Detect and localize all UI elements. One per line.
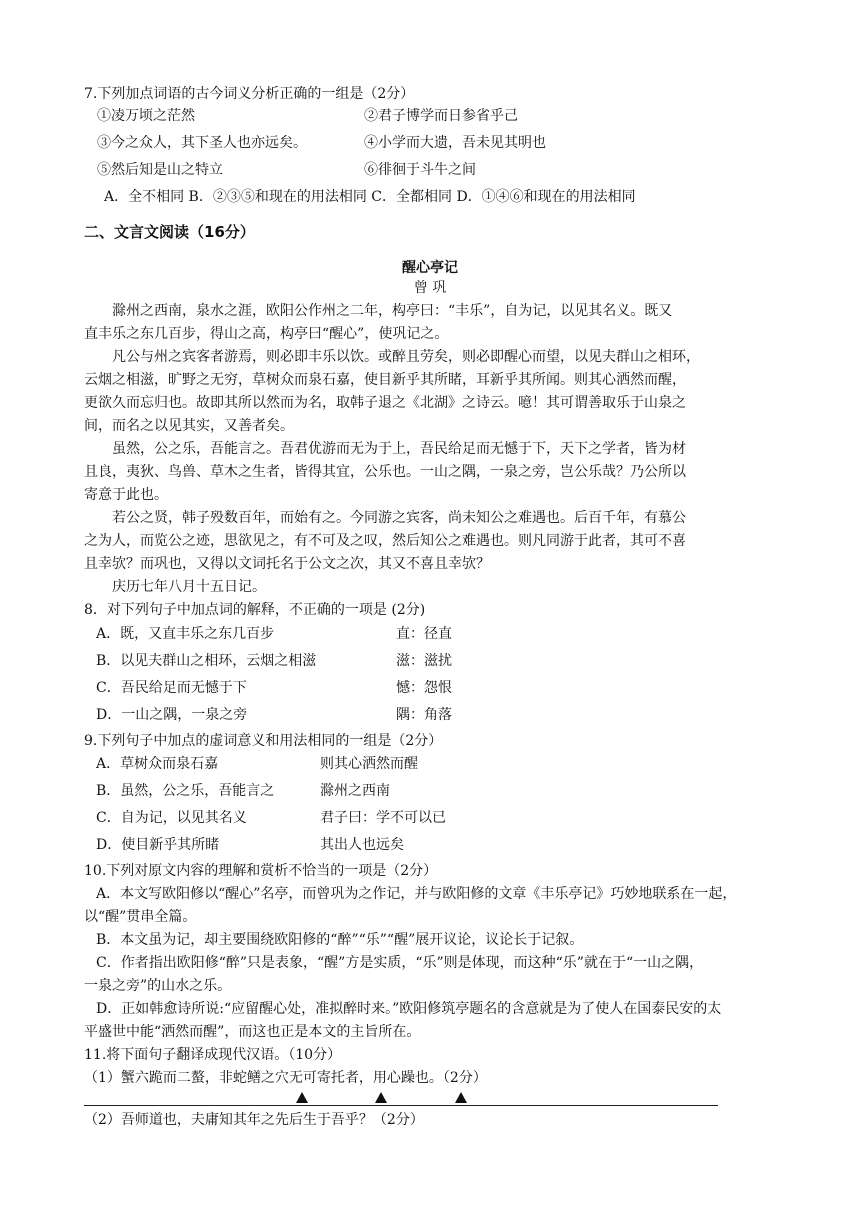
answer-marker-icon (296, 1092, 308, 1103)
passage-line: 更欲久而忘归也。故即其所以然而为名，取韩子退之《北湖》之诗云。噫！其可谓善取乐于山泉之 (84, 395, 686, 411)
q9-stem: 9.下列句子中加点的虚词意义和用法相同的一组是（2分） (84, 733, 443, 749)
q7-item-5: ⑤然后知是山之特立 (97, 162, 223, 178)
passage-line: 直丰乐之东几百步，得山之高，构亭曰“醒心”，使巩记之。 (84, 326, 449, 342)
q7-item-6: ⑥徘徊于斗牛之间 (364, 162, 476, 178)
q10-line: A．本文写欧阳修以“醒心”名亭，而曾巩为之作记，并与欧阳修的文章《丰乐亭记》巧妙地联系在一起， (96, 886, 737, 902)
q10-line: 以“醒”贯串全篇。 (84, 909, 197, 925)
answer-marker-icon (455, 1092, 467, 1103)
q7-stem: 7.下列加点词语的古今词义分析正确的一组是（2分） (84, 86, 415, 102)
passage-line: 云烟之相滋，旷野之无穷，草树众而泉石嘉，使目新乎其所睹，耳新乎其所闻。则其心洒然而醒， (84, 372, 686, 388)
q10-line: D．正如韩愈诗所说:“应留醒心处，准拟醉时来。”欧阳修筑亭题名的含意就是为了使人在国泰民安的太 (96, 1001, 722, 1017)
q11-sentence-2: （2）吾师道也，夫庸知其年之先后生于吾乎？（2分） (84, 1112, 424, 1128)
passage-line: 寄意于此也。 (84, 487, 168, 503)
passage-line: 间，而名之以见其实，又善者矣。 (84, 418, 294, 434)
q10-line: B．本文虽为记，却主要围绕欧阳修的“醉”“乐”“醒”展开议论，议论长于记叙。 (96, 932, 584, 948)
q9-option-c-pair: 君子曰：学不可以已 (320, 810, 446, 826)
passage-line: 且幸欤？而巩也，又得以文词托名于公文之次，其又不喜且幸欤？ (84, 556, 490, 572)
q10-line: C．作者指出欧阳修“醉”只是表象，“醒”方是实质，“乐”则是体现，而这种“乐”就在于“一山之隅， (96, 955, 704, 971)
q11-sentence-1: （1）蟹六跪而二螯，非蛇鳝之穴无可寄托者，用心躁也。（2分） (84, 1070, 487, 1086)
passage-line: 庆历七年八月十五日记。 (112, 579, 266, 595)
passage-line: 之为人，而览公之迹，思欲见之，有不可及之叹，然后知公之难遇也。则凡同游于此者，其可不喜 (84, 533, 686, 549)
q9-option-d: D．使目新乎其所睹 (96, 837, 220, 853)
passage-line: 滁州之西南，泉水之涯，欧阳公作州之二年，构亭曰：“丰乐”，自为记，以见其名义。既又 (112, 303, 673, 319)
q9-option-b: B．虽然，公之乐，吾能言之 (96, 783, 275, 799)
q7-item-2: ②君子博学而日参省乎己 (364, 108, 518, 124)
q8-option-c: C．吾民给足而无憾于下 (96, 680, 247, 696)
q10-line: 一泉之旁”的山水之乐。 (84, 978, 232, 994)
section-heading: 二、文言文阅读（16分） (84, 223, 255, 241)
passage-line: 且良，夷狄、鸟兽、草木之生者，皆得其宜，公乐也。一山之隅，一泉之旁，岂公乐哉？乃公所以 (84, 464, 686, 480)
q11-stem: 11.将下面句子翻译成现代汉语。（10分） (84, 1047, 342, 1063)
q7-item-3: ③今之众人，其下圣人也亦远矣。 (97, 135, 307, 151)
passage-line: 虽然，公之乐，吾能言之。吾君优游而无为于上，吾民给足而无憾于下，天下之学者，皆为材 (112, 441, 686, 457)
passage-author: 曾 巩 (413, 280, 447, 296)
answer-marker-icon (375, 1092, 387, 1103)
q8-option-d-gloss: 隅：角落 (396, 707, 452, 723)
q9-option-c: C．自为记，以见其名义 (96, 810, 247, 826)
q10-line: 平盛世中能“洒然而醒”，而这也正是本文的主旨所在。 (84, 1024, 421, 1040)
q7-item-4: ④小学而大遗，吾未见其明也 (364, 135, 546, 151)
q9-option-a: A．草树众而泉石嘉 (96, 756, 219, 772)
q8-option-d: D．一山之隅，一泉之旁 (96, 707, 248, 723)
q8-stem: 8．对下列句子中加点词的解释，不正确的一项是 (2分) (84, 602, 426, 618)
q8-option-b-gloss: 滋：滋扰 (396, 653, 452, 669)
q7-options: A．全不相同 B．②③⑤和现在的用法相同 C．全都相同 D．①④⑥和现在的用法相同 (104, 189, 636, 205)
q9-option-a-pair: 则其心洒然而醒 (320, 756, 418, 772)
q8-option-c-gloss: 憾：怨恨 (396, 680, 452, 696)
passage-title: 醒心亭记 (402, 260, 458, 276)
q7-item-1: ①凌万顷之茫然 (97, 108, 195, 124)
q8-option-b: B．以见夫群山之相环，云烟之相滋 (96, 653, 317, 669)
answer-line[interactable] (84, 1105, 718, 1106)
q9-option-b-pair: 滁州之西南 (320, 783, 390, 799)
q8-option-a-gloss: 直：径直 (396, 626, 452, 642)
q10-stem: 10.下列对原文内容的理解和赏析不恰当的一项是（2分） (84, 863, 438, 879)
passage-line: 凡公与州之宾客者游焉，则必即丰乐以饮。或醉且劳矣，则必即醒心而望，以见夫群山之相环， (112, 349, 700, 365)
q8-option-a: A．既，又直丰乐之东几百步 (96, 626, 275, 642)
passage-line: 若公之贤，韩子殁数百年，而始有之。今同游之宾客，尚未知公之难遇也。后百千年，有慕公 (112, 510, 686, 526)
q9-option-d-pair: 其出人也远矣 (320, 837, 404, 853)
